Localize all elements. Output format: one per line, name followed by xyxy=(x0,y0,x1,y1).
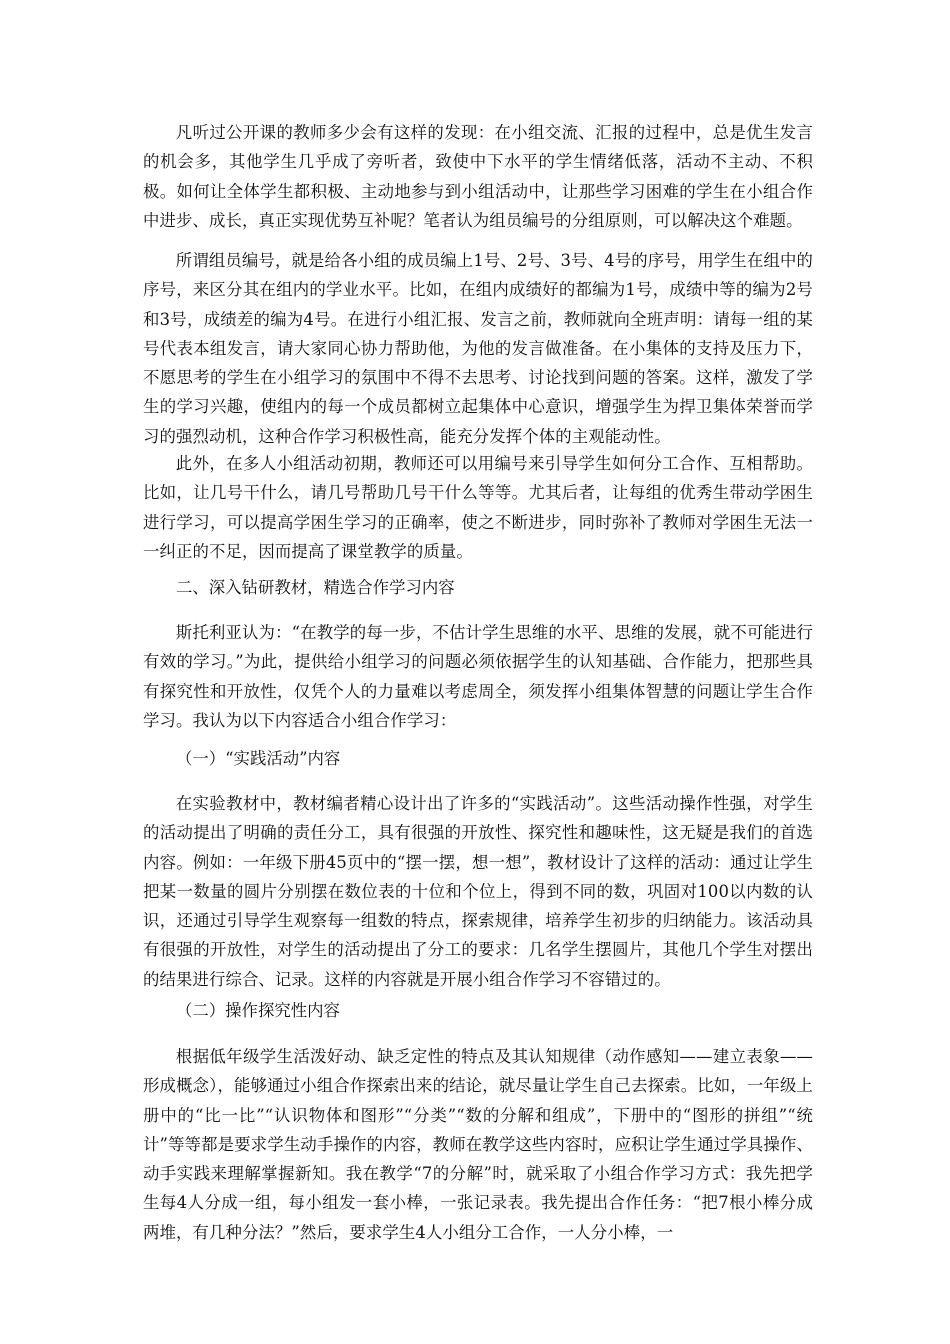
subsection-heading-1: （一）“实践活动”内容 xyxy=(176,749,341,768)
paragraph-intro: 凡听过公开课的教师多少会有这样的发现：在小组交流、汇报的过程中，总是优生发言的机会多，其他学生几乎成了旁听者，致使中下水平的学生情绪低落，活动不主动、不积极。如何让全体学生都积极、主动地参与到小组活动中，让那些学习困难的学生在小组合作中进步、成长，真正实现优势互补呢？笔者认为组员编号的分组原则，可以解决这个难题。 xyxy=(143,123,813,230)
paragraph-group-numbering: 所谓组员编号，就是给各小组的成员编上1号、2号、3号、4号的序号，用学生在组中的序号，来区分其在组内的学业水平。比如，在组内成绩好的都编为1号，成绩中等的编为2号和3号，成绩差的编为4号。在进行小组汇报、发言之前，教师就向全班声明：请每一组的某号代表本组发言，请大家同心协力帮助他，为他的发言做准备。在小集体的支持及压力下，不愿思考的学生在小组学习的氛围中不得不去思考、讨论找到问题的答案。这样，激发了学生的学习兴趣，使组内的每一个成员都树立起集体中心意识，增强学生为捍卫集体荣誉而学习的强烈动机，这种合作学习积极性高，能充分发挥个体的主观能动性。 xyxy=(143,251,813,446)
paragraph-operation-inquiry: 根据低年级学生活泼好动、缺乏定性的特点及其认知规律（动作感知——建立表象——形成概念），能够通过小组合作探索出来的结论，就尽量让学生自己去探索。比如，一年级上册中的“比一比”“认识物体和图形”“分类”“数的分解和组成”，下册中的“图形的拼组”“统计”等等都是要求学生动手操作的内容，教师在教学这些内容时，应积让学生通过学具操作、动手实践来理解掌握新知。我在教学“7的分解”时，就采取了小组合作学习方式：我先把学生每4人分成一组，每小组发一套小棒，一张记录表。我先提出合作任务：“把7根小棒分成两堆，有几种分法？”然后，要求学生4人小组分工合作，一人分小棒，一 xyxy=(143,1047,813,1242)
subsection-heading-2: （二）操作探究性内容 xyxy=(176,1001,340,1020)
paragraph-stoliar-quote: 斯托利亚认为：“在教学的每一步，不估计学生思维的水平、思维的发展，就不可能进行有效的学习。”为此，提供给小组学习的问题必须依据学生的认知基础、合作能力，把那些具有探究性和开放性，仅凭个人的力量难以考虑周全，须发挥小组集体智慧的问题让学生合作学习。我认为以下内容适合小组合作学习： xyxy=(143,623,813,730)
paragraph-division-of-labor: 此外，在多人小组活动初期，教师还可以用编号来引导学生如何分工合作、互相帮助。比如，让几号干什么，请几号帮助几号干什么等等。尤其后者，让每组的优秀生带动学困生进行学习，可以提高学困生学习的正确率，使之不断进步，同时弥补了教师对学困生无法一一纠正的不足，因而提高了课堂教学的质量。 xyxy=(143,454,813,561)
paragraph-practice-activities: 在实验教材中，教材编者精心设计出了许多的“实践活动”。这些活动操作性强，对学生的活动提出了明确的责任分工，具有很强的开放性、探究性和趣味性，这无疑是我们的首选内容。例如：一年级下册45页中的“摆一摆，想一想”，教材设计了这样的活动：通过让学生把某一数量的圆片分别摆在数位表的十位和个位上，得到不同的数，巩固对100以内数的认识，还通过引导学生观察每一组数的特点，探索规律，培养学生初步的归纳能力。该活动具有很强的开放性，对学生的活动提出了分工的要求：几名学生摆圆片，其他几个学生对摆出的结果进行综合、记录。这样的内容就是开展小组合作学习不容错过的。 xyxy=(143,794,813,989)
section-heading-2: 二、深入钻研教材，精选合作学习内容 xyxy=(176,578,455,597)
